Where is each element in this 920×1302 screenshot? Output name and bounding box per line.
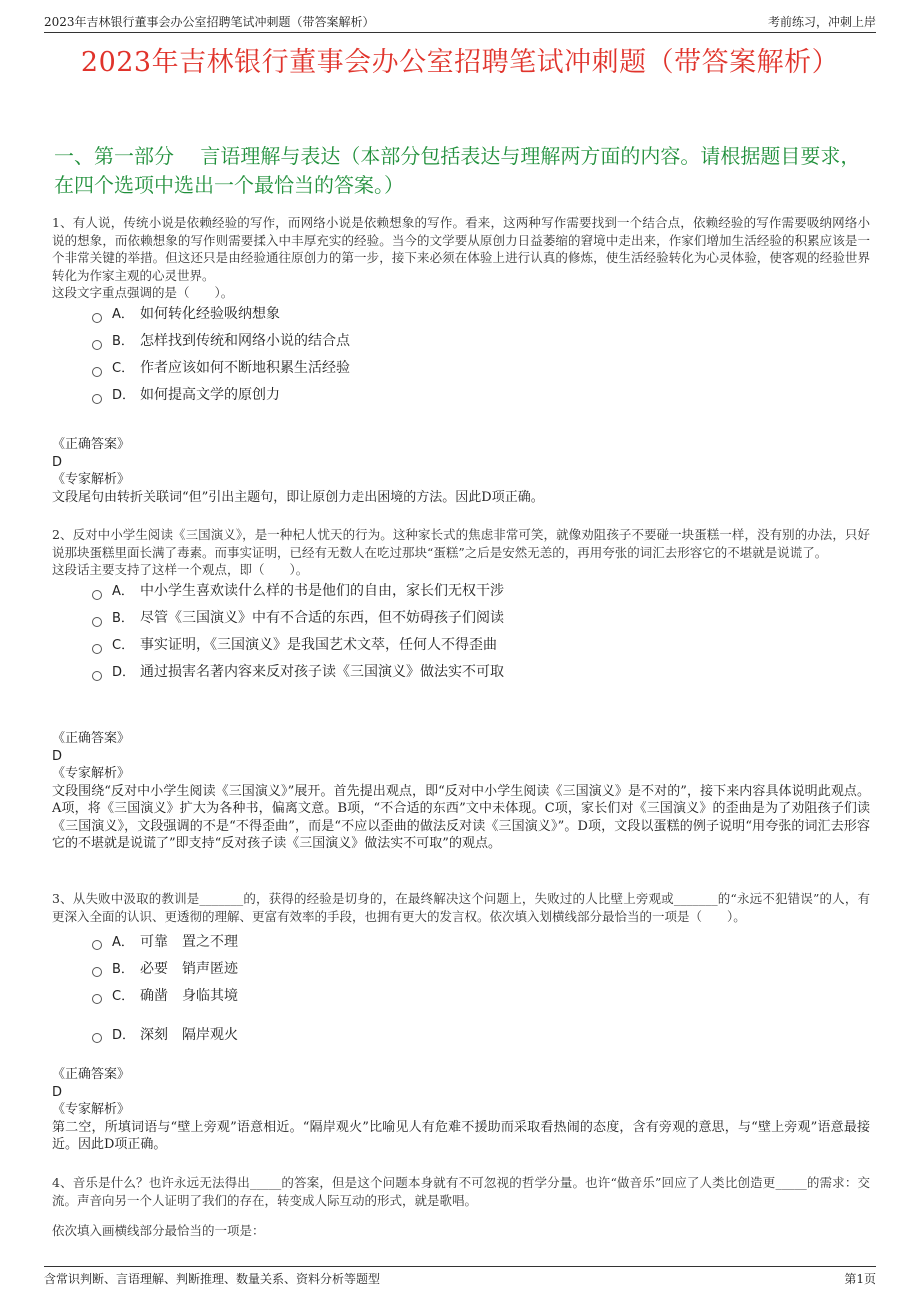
option-a[interactable] bbox=[92, 929, 870, 956]
option-letter: B． bbox=[112, 334, 134, 350]
answer-label: 《正确答案》 bbox=[52, 437, 131, 452]
option-text: 如何提高文学的原创力 bbox=[140, 387, 280, 404]
radio-icon[interactable] bbox=[92, 367, 102, 377]
radio-icon[interactable] bbox=[92, 994, 102, 1004]
option-letter: D． bbox=[112, 665, 136, 681]
expert-label: 《专家解析》 bbox=[52, 766, 131, 781]
answer-block-3 bbox=[52, 1066, 870, 1154]
option-c[interactable] bbox=[92, 983, 870, 1010]
footer-note: 含常识判断、言语理解、判断推理、数量关系、资料分析等题型 bbox=[44, 1272, 381, 1286]
page-footer bbox=[44, 1266, 876, 1288]
explanation: 第二空，所填词语与“壁上旁观”语意相近。“隔岸观火”比喻见人有危难不援助而采取看热闹的态度，含有旁观的意思，与“壁上旁观”语意最接近。因此D项正确。 bbox=[52, 1119, 870, 1152]
option-d[interactable] bbox=[92, 660, 870, 687]
answer-value: D bbox=[52, 1084, 63, 1100]
expert-label: 《专家解析》 bbox=[52, 1102, 131, 1117]
answer-label: 《正确答案》 bbox=[52, 731, 131, 746]
question-stem: 4、音乐是什么？也许永远无法得出_____的答案，但是这个问题本身就有不可忽视的哲学分量。也许“做音乐”回应了人类比创造更_____的需求：交流。声音向另一个人证明了我们的存在，转变成人际互动的形式，就是歌唱。 bbox=[52, 1175, 870, 1208]
option-b[interactable] bbox=[92, 329, 870, 356]
option-a[interactable] bbox=[92, 302, 870, 329]
question-stem: 3、从失败中汲取的教训是_______的，获得的经验是切身的，在最终解决这个问题上，失败过的人比壁上旁观或_______的“永远不犯错误”的人，有更深入全面的认识、更透彻的理解、更富有效率的手段，也拥有更大的发言权。依次填入划横线部分最恰当的一项是（ ）。 bbox=[52, 891, 870, 924]
radio-icon[interactable] bbox=[92, 340, 102, 350]
option-letter: C． bbox=[112, 988, 135, 1004]
option-b[interactable] bbox=[92, 606, 870, 633]
question-stem: 2、反对中小学生阅读《三国演义》，是一种杞人忧天的行为。这种家长式的焦虑非常可笑，就像劝阻孩子不要碰一块蛋糕一样，没有别的办法，只好说那块蛋糕里面长满了毒素。而事实证明，已经有无数人在吃过那块“蛋糕”之后是安然无恙的，再用夸张的词汇去形容它的不堪就是说谎了。 bbox=[52, 527, 870, 560]
page-title: 2023年吉林银行董事会办公室招聘笔试冲刺题（带答案解析） bbox=[80, 47, 840, 78]
option-letter: A． bbox=[112, 584, 134, 600]
question-2 bbox=[52, 526, 870, 687]
page-number: 第1页 bbox=[844, 1272, 876, 1286]
answer-block-2 bbox=[52, 730, 870, 853]
options-list bbox=[92, 929, 870, 1049]
option-letter: C． bbox=[112, 361, 135, 377]
option-d[interactable] bbox=[92, 1022, 870, 1049]
section-heading: 一、第一部分 言语理解与表达（本部分包括表达与理解两方面的内容。请根据题目要求，在四个选项中选出一个最恰当的答案。） bbox=[54, 144, 861, 197]
option-text: 中小学生喜欢读什么样的书是他们的自由，家长们无权干涉 bbox=[140, 583, 504, 600]
radio-icon[interactable] bbox=[92, 313, 102, 323]
header-title: 2023年吉林银行董事会办公室招聘笔试冲刺题（带答案解析） bbox=[44, 15, 375, 29]
radio-icon[interactable] bbox=[92, 590, 102, 600]
question-prompt: 依次填入画横线部分最恰当的一项是： bbox=[52, 1223, 265, 1238]
option-text: 事实证明，《三国演义》是我国艺术文萃，任何人不得歪曲 bbox=[140, 637, 497, 654]
option-a[interactable] bbox=[92, 579, 870, 606]
option-letter: A． bbox=[112, 934, 134, 950]
question-1 bbox=[52, 214, 870, 410]
option-text: 深刻 隔岸观火 bbox=[140, 1026, 238, 1043]
options-list bbox=[92, 302, 870, 410]
option-d[interactable] bbox=[92, 383, 870, 410]
expert-label: 《专家解析》 bbox=[52, 472, 131, 487]
radio-icon[interactable] bbox=[92, 394, 102, 404]
option-letter: A． bbox=[112, 307, 134, 323]
explanation: 文段尾句由转折关联词“但”引出主题句，即让原创力走出困境的方法。因此D项正确。 bbox=[52, 489, 544, 505]
question-stem: 1、有人说，传统小说是依赖经验的写作，而网络小说是依赖想象的写作。看来，这两种写作需要找到一个结合点，依赖经验的写作需要吸纳网络小说的想象，而依赖想象的写作则需要揉入中丰厚充实的经验。当今的文学要从原创力日益萎缩的窘境中走出来，作家们增加生活经验的积累应该是一个非常关键的举措。但这还只是由经验通往原创力的第一步，接下来必须在体验上进行认真的修炼，使生活经验转化为心灵体验，使客观的经验世界转化为作家主观的心灵世界。 bbox=[52, 215, 870, 283]
option-c[interactable] bbox=[92, 633, 870, 660]
option-text: 可靠 置之不理 bbox=[140, 933, 238, 950]
option-text: 确凿 身临其境 bbox=[140, 987, 238, 1004]
explanation: 文段围绕“反对中小学生阅读《三国演义》”展开。首先提出观点，即“反对中小学生阅读《三国演义》是不对的”，接下来内容具体说明此观点。A项，将《三国演义》扩大为各种书，偏离文意。B项，“不合适的东西”文中未体现。C项，家长们对《三国演义》的歪曲是为了劝阻孩子们读《三国演义》，文段强调的不是“不得歪曲”，而是“不应以歪曲的做法反对读《三国演义》”。D项，文段以蛋糕的例子说明“用夸张的词汇去形容它的不堪就是说谎了”即支持“反对孩子读《三国演义》做法实不可取”的观点。 bbox=[52, 783, 870, 851]
option-text: 作者应该如何不断地积累生活经验 bbox=[140, 360, 350, 377]
answer-value: D bbox=[52, 748, 63, 764]
option-c[interactable] bbox=[92, 356, 870, 383]
radio-icon[interactable] bbox=[92, 671, 102, 681]
question-prompt: 这段话主要支持了这样一个观点，即（ ）。 bbox=[52, 562, 309, 577]
radio-icon[interactable] bbox=[92, 644, 102, 654]
answer-label: 《正确答案》 bbox=[52, 1067, 131, 1082]
option-letter: B． bbox=[112, 961, 134, 977]
option-b[interactable] bbox=[92, 956, 870, 983]
option-letter: B． bbox=[112, 611, 134, 627]
question-3 bbox=[52, 890, 870, 1049]
radio-icon[interactable] bbox=[92, 1033, 102, 1043]
options-list bbox=[92, 579, 870, 687]
option-letter: D． bbox=[112, 388, 136, 404]
radio-icon[interactable] bbox=[92, 967, 102, 977]
answer-value: D bbox=[52, 454, 63, 470]
question-4 bbox=[52, 1174, 870, 1240]
header-slogan: 考前练习，冲刺上岸 bbox=[767, 15, 876, 29]
option-text: 尽管《三国演义》中有不合适的东西，但不妨碍孩子们阅读 bbox=[140, 610, 504, 627]
answer-block-1 bbox=[52, 436, 870, 506]
option-letter: D． bbox=[112, 1027, 136, 1043]
question-prompt: 这段文字重点强调的是（ ）。 bbox=[52, 285, 234, 300]
option-text: 必要 销声匿迹 bbox=[140, 960, 238, 977]
radio-icon[interactable] bbox=[92, 617, 102, 627]
option-text: 怎样找到传统和网络小说的结合点 bbox=[140, 333, 350, 350]
option-text: 如何转化经验吸纳想象 bbox=[140, 306, 280, 323]
option-text: 通过损害名著内容来反对孩子读《三国演义》做法实不可取 bbox=[140, 664, 504, 681]
option-letter: C． bbox=[112, 638, 135, 654]
page-header bbox=[44, 12, 876, 33]
radio-icon[interactable] bbox=[92, 940, 102, 950]
